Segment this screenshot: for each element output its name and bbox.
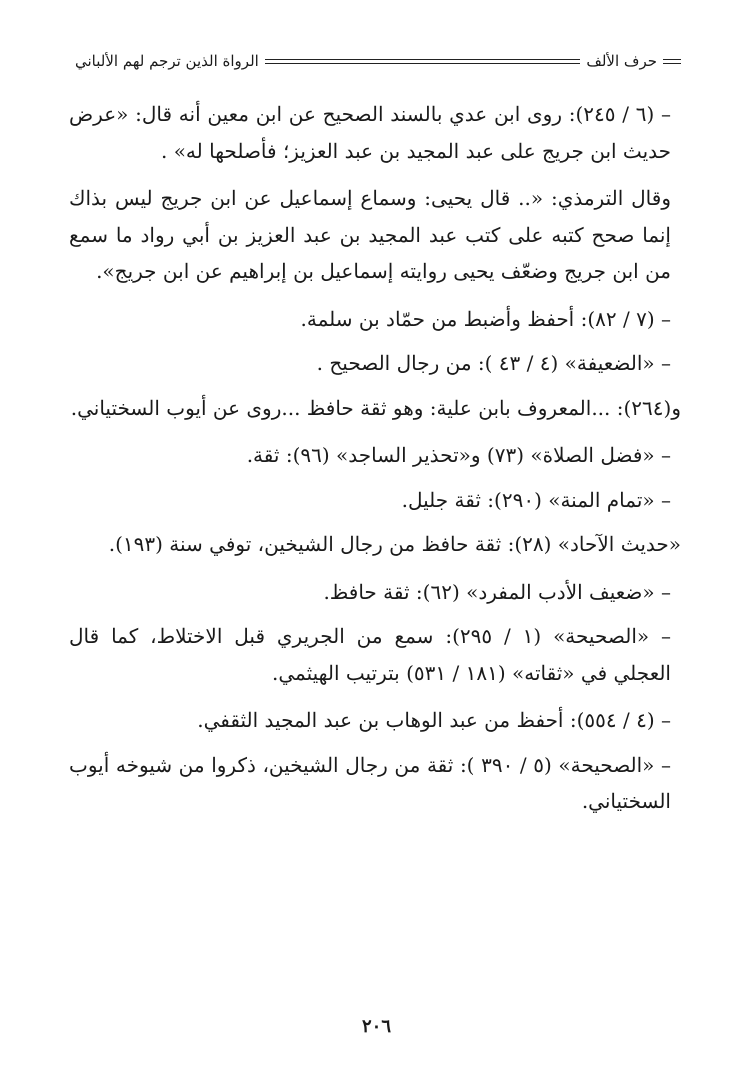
- entry-paragraph: – «الضعيفة» (٤ / ٤٣ ): من رجال الصحيح .: [316, 351, 671, 375]
- entry-paragraph: «حديث الآحاد» (٢٨): ثقة حافظ من رجال الشيخين، توفي سنة (١٩٣).: [108, 532, 681, 556]
- entry-paragraph: – «ضعيف الأدب المفرد» (٦٢): ثقة حافظ.: [323, 579, 671, 604]
- entry-paragraph: – (٦ / ٢٤٥): روى ابن عدي بالسند الصحيح عن ابن معين أنه قال: «عرض حديث ابن جريج على عبد المجيد بن عبد العزيز؛ فأصلحها له» .: [69, 102, 671, 163]
- entry-paragraph: – «تمام المنة» (٢٩٠): ثقة جليل.: [401, 487, 671, 512]
- header-rule-middle: [265, 59, 581, 64]
- header-rule-start: [663, 59, 681, 64]
- entry-paragraph: – (٧ / ٨٢): أحفظ وأضبط من حمّاد بن سلمة.: [300, 306, 671, 331]
- running-header: [69, 48, 681, 74]
- page-body: [69, 96, 681, 831]
- book-title: الرواة الذين ترجم لهم الألباني: [75, 52, 259, 70]
- entry-paragraph: وقال الترمذي: «.. قال يحيى: وسماع إسماعيل عن ابن جريج ليس بذاك إنما صحح كتبه على كتب عبد المجيد بن عبد العزيز بن أبي رواد ما سمع من ابن جريج وضعّف يحيى روايته إسماعيل بن إبراهيم عن ابن جريج».: [69, 186, 671, 283]
- entry-paragraph: – «فضل الصلاة» (٧٣) و«تحذير الساجد» (٩٦): ثقة.: [246, 443, 671, 467]
- entry-paragraph: و(٢٦٤): ...المعروف بابن علية: وهو ثقة حافظ ...روى عن أيوب السختياني.: [70, 395, 681, 420]
- chapter-title: حرف الألف: [586, 52, 657, 70]
- entry-paragraph: – «الصحيحة» (٥ / ٣٩٠ ): ثقة من رجال الشيخين، ذكروا من شيوخه أيوب السختياني.: [69, 752, 672, 813]
- entry-paragraph: – «الصحيحة» (١ / ٢٩٥): سمع من الجريري قبل الاختلاط، كما قال العجلي في «ثقاته» (١٨١ / ٥٣١) بترتيب الهيثمي.: [69, 624, 671, 685]
- page-number: ٢٠٦: [361, 1016, 391, 1037]
- entry-paragraph: – (٤ / ٥٥٤): أحفظ من عبد الوهاب بن عبد المجيد الثقفي.: [197, 708, 671, 732]
